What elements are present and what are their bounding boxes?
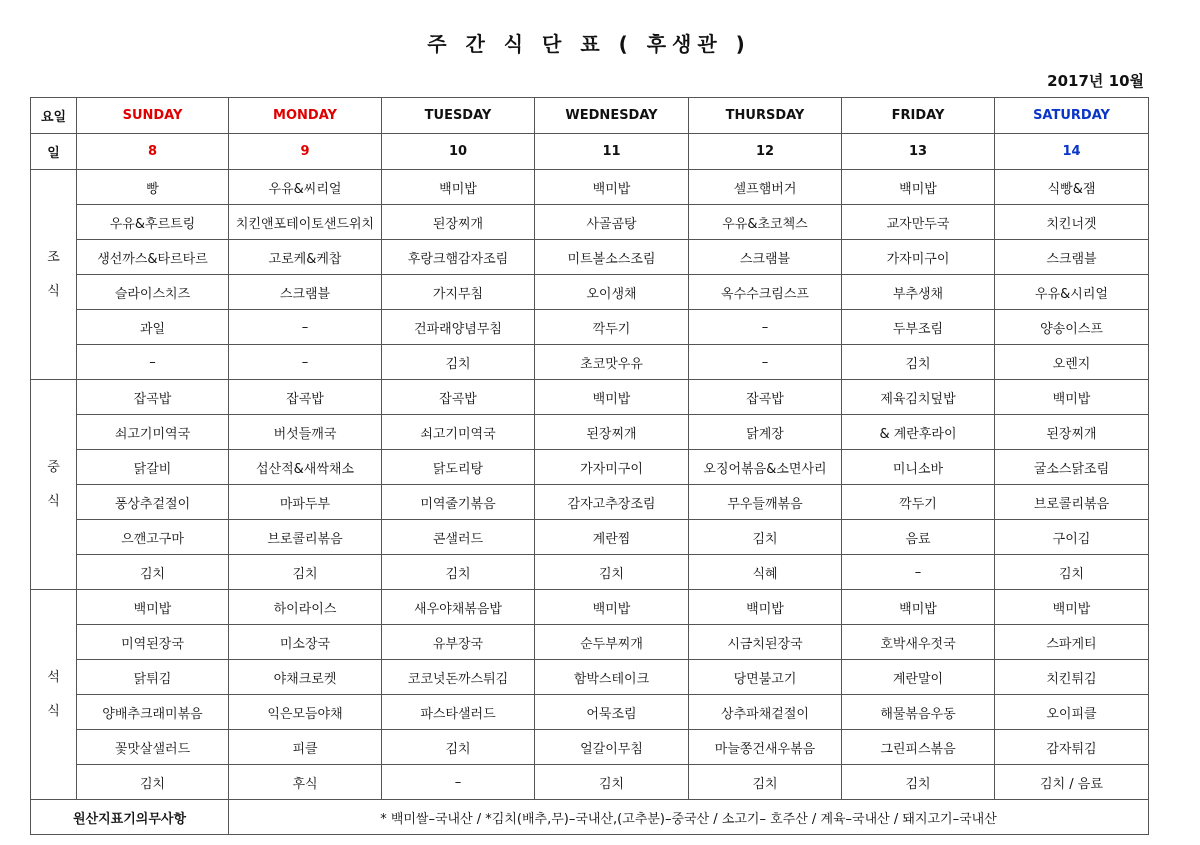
menu-cell: 꽃맛살샐러드 (77, 730, 229, 765)
menu-cell: 김치 (842, 345, 995, 380)
dinner-label-char: 석 (47, 669, 60, 685)
menu-cell: 감자튀김 (995, 730, 1149, 765)
lunch-label-char: 식 (47, 493, 60, 509)
menu-cell: 마파두부 (229, 485, 382, 520)
month-label: 2017년 10월 (1047, 72, 1144, 90)
lunch-row (31, 415, 1149, 450)
menu-cell: 파스타샐러드 (382, 695, 535, 730)
day-label: 요일 (31, 98, 77, 134)
menu-cell: 유부장국 (382, 625, 535, 660)
lunch-row (31, 450, 1149, 485)
menu-cell: 무우들깨볶음 (689, 485, 842, 520)
date-sunday: 8 (77, 134, 229, 170)
date-saturday: 14 (995, 134, 1149, 170)
menu-cell: 김치 (382, 345, 535, 380)
dinner-row (31, 660, 1149, 695)
menu-cell: 김치 (77, 555, 229, 590)
date-monday: 9 (229, 134, 382, 170)
menu-cell: 상추파채겉절이 (689, 695, 842, 730)
menu-cell: 새우야채볶음밥 (382, 590, 535, 625)
menu-cell: 된장찌개 (382, 205, 535, 240)
menu-cell: 백미밥 (382, 170, 535, 205)
menu-cell: 김치 (689, 520, 842, 555)
menu-cell: 마늘쫑건새우볶음 (689, 730, 842, 765)
breakfast-label-char: 조 (47, 249, 60, 265)
origin-row (31, 800, 1149, 835)
menu-cell: 그린피스볶음 (842, 730, 995, 765)
menu-cell: 스크램블 (229, 275, 382, 310)
menu-cell: 오이생채 (535, 275, 689, 310)
breakfast-row (31, 310, 1149, 345)
menu-cell: 스파게티 (995, 625, 1149, 660)
menu-cell: 식빵&잼 (995, 170, 1149, 205)
dinner-row (31, 730, 1149, 765)
menu-cell: 김치 (382, 730, 535, 765)
menu-cell: 함박스테이크 (535, 660, 689, 695)
menu-cell: 김치 (535, 555, 689, 590)
lunch-row (31, 380, 1149, 415)
menu-cell: 닭튀김 (77, 660, 229, 695)
menu-cell: 닭계장 (689, 415, 842, 450)
menu-cell: 잡곡밥 (382, 380, 535, 415)
menu-cell: 피클 (229, 730, 382, 765)
menu-cell: 굴소스닭조림 (995, 450, 1149, 485)
menu-cell: 된장찌개 (535, 415, 689, 450)
menu-cell: 양송이스프 (995, 310, 1149, 345)
menu-cell: 하이라이스 (229, 590, 382, 625)
breakfast-row (31, 275, 1149, 310)
breakfast-row (31, 170, 1149, 205)
date-thursday: 12 (689, 134, 842, 170)
menu-cell: 백미밥 (842, 590, 995, 625)
menu-cell: 백미밥 (535, 380, 689, 415)
menu-cell: 얼갈이무침 (535, 730, 689, 765)
menu-cell: 치킨너겟 (995, 205, 1149, 240)
lunch-label-char: 중 (47, 459, 60, 475)
menu-cell: 셀프햄버거 (689, 170, 842, 205)
menu-cell: 쇠고기미역국 (382, 415, 535, 450)
menu-cell: 과일 (77, 310, 229, 345)
menu-cell: 백미밥 (995, 380, 1149, 415)
menu-cell: 브로콜리볶음 (995, 485, 1149, 520)
origin-label: 원산지표기의무사항 (31, 800, 229, 835)
menu-cell: 어묵조림 (535, 695, 689, 730)
menu-cell: 당면불고기 (689, 660, 842, 695)
menu-cell: 으깬고구마 (77, 520, 229, 555)
day-header-row (31, 98, 1149, 134)
date-tuesday: 10 (382, 134, 535, 170)
menu-cell: 백미밥 (535, 590, 689, 625)
breakfast-row (31, 345, 1149, 380)
dinner-label (31, 590, 77, 800)
menu-cell: 닭도리탕 (382, 450, 535, 485)
day-saturday: SATURDAY (995, 98, 1149, 134)
dinner-row (31, 765, 1149, 800)
menu-cell: 제육김치덮밥 (842, 380, 995, 415)
menu-body (31, 170, 1149, 800)
date-wednesday: 11 (535, 134, 689, 170)
breakfast-row (31, 205, 1149, 240)
menu-cell: 우유&씨리얼 (229, 170, 382, 205)
breakfast-label-char: 식 (47, 283, 60, 299)
lunch-label (31, 380, 77, 590)
menu-cell: 김치 (842, 765, 995, 800)
menu-cell: 백미밥 (689, 590, 842, 625)
menu-cell: – (77, 345, 229, 380)
day-monday: MONDAY (229, 98, 382, 134)
menu-cell: 가자미구이 (535, 450, 689, 485)
menu-cell: 백미밥 (535, 170, 689, 205)
menu-cell: 잡곡밥 (229, 380, 382, 415)
menu-cell: 치킨앤포테이토샌드위치 (229, 205, 382, 240)
origin-note: * 백미쌀–국내산 / *김치(배추,무)–국내산,(고추분)–중국산 / 소고기– 호주산 / 계육–국내산 / 돼지고기–국내산 (229, 800, 1149, 835)
menu-cell: 쇠고기미역국 (77, 415, 229, 450)
menu-cell: 건파래양념무침 (382, 310, 535, 345)
dinner-row (31, 625, 1149, 660)
date-header-row (31, 134, 1149, 170)
menu-cell: 계란말이 (842, 660, 995, 695)
menu-cell: 오이피클 (995, 695, 1149, 730)
menu-cell: 두부조림 (842, 310, 995, 345)
menu-cell: 잡곡밥 (77, 380, 229, 415)
menu-cell: 야채크로켓 (229, 660, 382, 695)
menu-cell: 김치 (77, 765, 229, 800)
menu-cell: 사골곰탕 (535, 205, 689, 240)
dinner-row (31, 695, 1149, 730)
menu-cell: 생선까스&타르타르 (77, 240, 229, 275)
menu-cell: 슬라이스치즈 (77, 275, 229, 310)
menu-cell: 빵 (77, 170, 229, 205)
menu-cell: 백미밥 (995, 590, 1149, 625)
menu-cell: 백미밥 (842, 170, 995, 205)
menu-cell: & 계란후라이 (842, 415, 995, 450)
menu-cell: – (842, 555, 995, 590)
day-thursday: THURSDAY (689, 98, 842, 134)
date-friday: 13 (842, 134, 995, 170)
menu-cell: 옥수수크림스프 (689, 275, 842, 310)
menu-cell: 호박새우젓국 (842, 625, 995, 660)
menu-cell: 섭산적&새싹채소 (229, 450, 382, 485)
menu-cell: 후랑크햄감자조림 (382, 240, 535, 275)
menu-cell: 스크램블 (995, 240, 1149, 275)
menu-cell: 미니소바 (842, 450, 995, 485)
menu-cell: 우유&후르트링 (77, 205, 229, 240)
day-sunday: SUNDAY (77, 98, 229, 134)
lunch-row (31, 555, 1149, 590)
menu-cell: 미역줄기볶음 (382, 485, 535, 520)
menu-cell: 잡곡밥 (689, 380, 842, 415)
day-friday: FRIDAY (842, 98, 995, 134)
menu-cell: 후식 (229, 765, 382, 800)
menu-cell: 코코넛돈까스튀김 (382, 660, 535, 695)
menu-cell: 순두부찌개 (535, 625, 689, 660)
menu-cell: 깍두기 (535, 310, 689, 345)
breakfast-label (31, 170, 77, 380)
day-wednesday: WEDNESDAY (535, 98, 689, 134)
menu-cell: 교자만두국 (842, 205, 995, 240)
dinner-label-char: 식 (47, 703, 60, 719)
menu-cell: 김치 (382, 555, 535, 590)
menu-cell: 음료 (842, 520, 995, 555)
day-tuesday: TUESDAY (382, 98, 535, 134)
menu-cell: 초코맛우유 (535, 345, 689, 380)
menu-cell: 풍상추겉절이 (77, 485, 229, 520)
menu-cell: 고로케&케찹 (229, 240, 382, 275)
date-label: 일 (31, 134, 77, 170)
breakfast-row (31, 240, 1149, 275)
menu-cell: 스크램블 (689, 240, 842, 275)
menu-cell: 가지무침 (382, 275, 535, 310)
menu-cell: – (689, 310, 842, 345)
menu-cell: 계란찜 (535, 520, 689, 555)
menu-cell: – (229, 345, 382, 380)
menu-cell: 미역된장국 (77, 625, 229, 660)
menu-cell: 김치 (229, 555, 382, 590)
menu-cell: 익은모듬야채 (229, 695, 382, 730)
menu-cell: 김치 (535, 765, 689, 800)
menu-cell: 양배추크래미볶음 (77, 695, 229, 730)
menu-cell: 깍두기 (842, 485, 995, 520)
menu-cell: 가자미구이 (842, 240, 995, 275)
lunch-row (31, 520, 1149, 555)
menu-cell: 김치 (689, 765, 842, 800)
menu-cell: 미소장국 (229, 625, 382, 660)
weekly-menu-table (30, 97, 1149, 835)
menu-cell: 우유&초코첵스 (689, 205, 842, 240)
menu-cell: – (689, 345, 842, 380)
menu-cell: 된장찌개 (995, 415, 1149, 450)
menu-cell: 콘샐러드 (382, 520, 535, 555)
menu-cell: 백미밥 (77, 590, 229, 625)
lunch-row (31, 485, 1149, 520)
menu-cell: 해물볶음우동 (842, 695, 995, 730)
menu-cell: 감자고추장조림 (535, 485, 689, 520)
page-title: 주 간 식 단 표 ( 후생관 ) (427, 32, 751, 56)
dinner-row (31, 590, 1149, 625)
menu-cell: 오징어볶음&소면사리 (689, 450, 842, 485)
menu-cell: 치킨튀김 (995, 660, 1149, 695)
menu-cell: 김치 / 음료 (995, 765, 1149, 800)
menu-cell: 부추생채 (842, 275, 995, 310)
menu-cell: – (382, 765, 535, 800)
menu-cell: 시금치된장국 (689, 625, 842, 660)
menu-cell: – (229, 310, 382, 345)
menu-cell: 식혜 (689, 555, 842, 590)
menu-cell: 닭갈비 (77, 450, 229, 485)
menu-cell: 김치 (995, 555, 1149, 590)
menu-cell: 오렌지 (995, 345, 1149, 380)
menu-cell: 구이김 (995, 520, 1149, 555)
menu-cell: 우유&시리얼 (995, 275, 1149, 310)
menu-cell: 미트볼소스조림 (535, 240, 689, 275)
menu-cell: 브로콜리볶음 (229, 520, 382, 555)
menu-cell: 버섯들깨국 (229, 415, 382, 450)
